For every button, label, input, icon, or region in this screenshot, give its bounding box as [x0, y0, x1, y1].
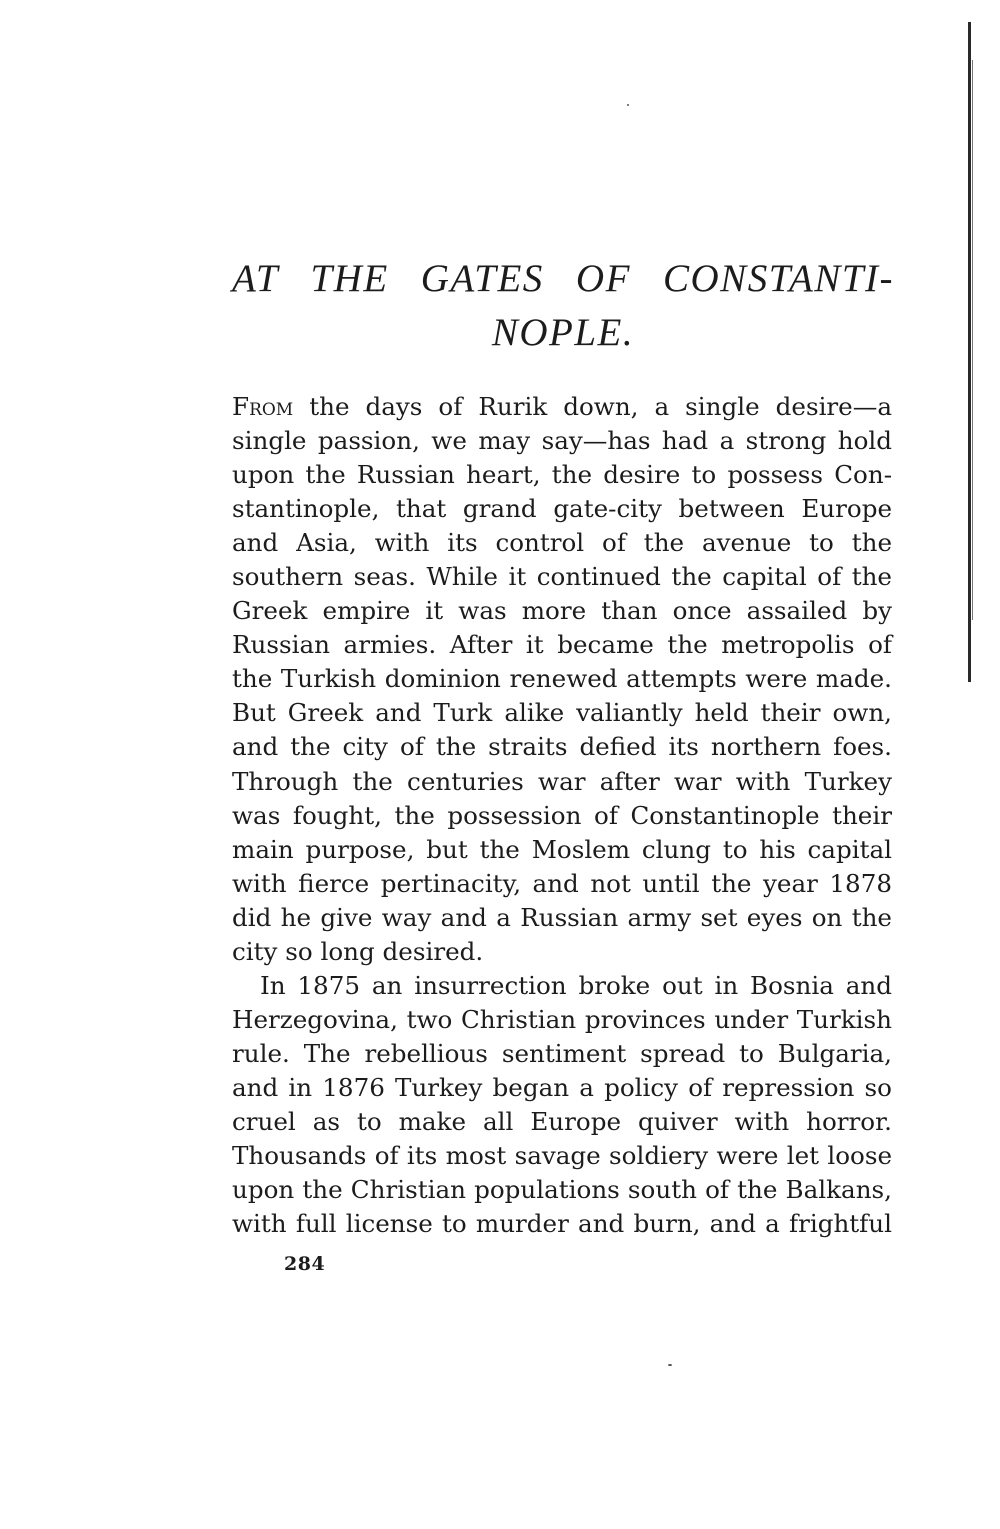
- lead-word: From: [232, 392, 294, 421]
- text-line: single passion, we may say—has had a strong hold: [232, 426, 892, 456]
- text-line: was fought, the possession of Constantinople their: [232, 800, 892, 830]
- binding-edge-shadow: [968, 22, 971, 682]
- text-line: main purpose, but the Moslem clung to his capital: [232, 834, 892, 864]
- text-line: the Turkish dominion renewed attempts were made.: [232, 664, 892, 694]
- text-line: But Greek and Turk alike valiantly held their own,: [232, 698, 892, 728]
- text-line: upon the Christian populations south of the Balkans,: [232, 1175, 892, 1205]
- text-line: Russian armies. After it became the metropolis of: [232, 630, 892, 660]
- text-line: and the city of the straits defied its northern foes.: [232, 732, 892, 762]
- text-line: Greek empire it was more than once assailed by: [232, 596, 892, 626]
- paragraph-1: [232, 390, 892, 969]
- text-line: did he give way and a Russian army set eyes on the: [232, 902, 892, 932]
- chapter-title-line-2: NOPLE.: [491, 311, 635, 354]
- page-number: 284: [284, 1253, 326, 1275]
- text-line: and in 1876 Turkey began a policy of repression so: [232, 1072, 892, 1102]
- text-line: Herzegovina, two Christian provinces under Turkish: [232, 1004, 892, 1034]
- text-line: Through the centuries war after war with Turkey: [232, 766, 892, 796]
- binding-edge-line: [972, 60, 973, 620]
- chapter-title-line-1: AT THE GATES OF CONSTANTI-: [232, 257, 894, 300]
- paragraph-2: [232, 969, 892, 1241]
- text-line: southern seas. While it continued the capital of the: [232, 562, 892, 592]
- chapter-body: [232, 390, 892, 1241]
- text-line: city so long desired.: [232, 936, 484, 966]
- text-line: stantinople, that grand gate-city between Europe: [232, 494, 892, 524]
- text-line: with fierce pertinacity, and not until the year 1878: [232, 868, 892, 898]
- paper-speck: [668, 1364, 672, 1366]
- text-line: [232, 390, 892, 424]
- text-line: Thousands of its most savage soldiery were let loose: [232, 1141, 892, 1171]
- text-line: and Asia, with its control of the avenue to the: [232, 528, 892, 558]
- text-line: upon the Russian heart, the desire to possess Con-: [232, 460, 892, 490]
- chapter-title: [232, 252, 894, 360]
- text-line: with full license to murder and burn, and a frightful: [232, 1209, 892, 1239]
- text-line: rule. The rebellious sentiment spread to Bulgaria,: [232, 1038, 892, 1068]
- paper-speck: [627, 104, 629, 106]
- text-line: In 1875 an insurrection broke out in Bosnia and: [260, 970, 892, 1000]
- text-line: cruel as to make all Europe quiver with horror.: [232, 1106, 892, 1136]
- text-line-rest: the days of Rurik down, a single desire—a: [293, 392, 892, 421]
